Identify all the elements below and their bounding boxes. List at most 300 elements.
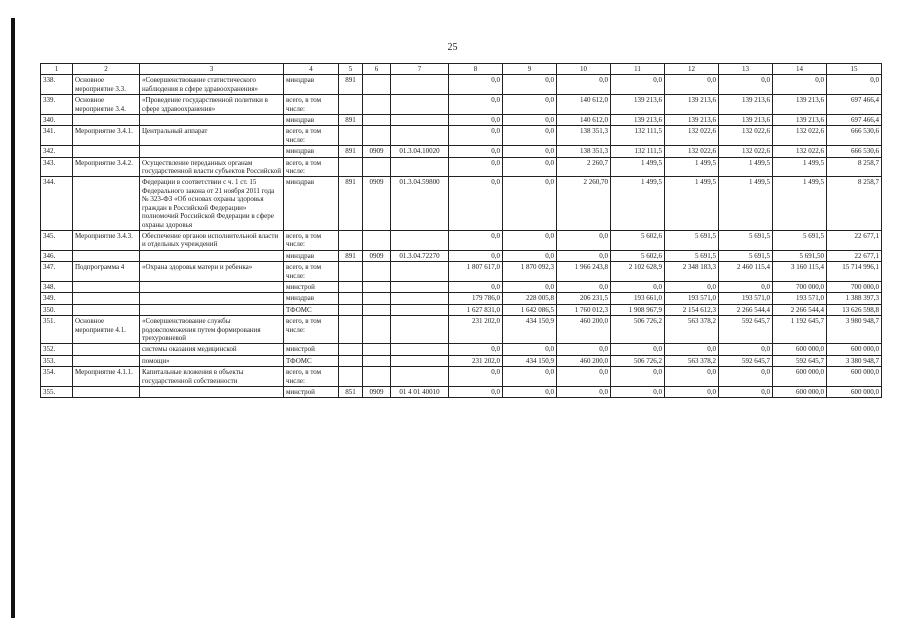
- table-row: [41, 177, 882, 230]
- amount-total: 22 677,1: [827, 230, 882, 250]
- grbs-code: [339, 316, 363, 344]
- amount-total: 3 380 948,7: [827, 355, 882, 366]
- row-number: 348.: [41, 281, 73, 292]
- left-margin-bar: [11, 18, 15, 618]
- table-row: [41, 157, 882, 177]
- grbs-code: [339, 157, 363, 177]
- amount-cell: 193 571,0: [719, 293, 773, 304]
- table-row: [41, 230, 882, 250]
- measure-description: [140, 146, 284, 157]
- amount-cell: 700 000,0: [773, 281, 827, 292]
- target-article-code: [391, 95, 449, 115]
- section-code: [363, 126, 391, 146]
- measure-description: Капитальные вложения в объекты государственной собственности: [140, 367, 284, 387]
- amount-cell: 0,0: [665, 344, 719, 355]
- measure-description: [140, 281, 284, 292]
- responsible: всего, в том числе:: [284, 262, 339, 282]
- amount-cell: 1 966 243,8: [557, 262, 611, 282]
- amount-cell: 1 499,5: [665, 157, 719, 177]
- amount-cell: 434 150,9: [503, 355, 557, 366]
- amount-cell: 0,0: [449, 126, 503, 146]
- amount-cell: 0,0: [557, 367, 611, 387]
- row-number: 340.: [41, 115, 73, 126]
- responsible: всего, в том числе:: [284, 95, 339, 115]
- target-article-code: 01 4 01 40010: [391, 387, 449, 398]
- amount-cell: 0,0: [449, 344, 503, 355]
- section-code: 0909: [363, 146, 391, 157]
- amount-cell: 434 150,9: [503, 316, 557, 344]
- grbs-code: [339, 281, 363, 292]
- target-article-code: 01.3.04.59800: [391, 177, 449, 230]
- table-row: [41, 75, 882, 95]
- row-number: 352.: [41, 344, 73, 355]
- target-article-code: [391, 355, 449, 366]
- amount-cell: 0,0: [557, 230, 611, 250]
- amount-cell: 0,0: [719, 281, 773, 292]
- amount-cell: 139 213,6: [773, 115, 827, 126]
- amount-cell: 5 691,5: [665, 250, 719, 261]
- amount-cell: 2 460 115,4: [719, 262, 773, 282]
- amount-total: 600 000,0: [827, 367, 882, 387]
- target-article-code: [391, 316, 449, 344]
- measure-name: [73, 387, 140, 398]
- measure-description: помощи»: [140, 355, 284, 366]
- measure-name: [73, 344, 140, 355]
- responsible: всего, в том числе:: [284, 157, 339, 177]
- amount-total: 600 000,0: [827, 387, 882, 398]
- amount-total: 1 388 397,3: [827, 293, 882, 304]
- column-header: 7: [391, 64, 449, 75]
- amount-cell: 139 213,6: [611, 95, 665, 115]
- column-header: 9: [503, 64, 557, 75]
- grbs-code: [339, 95, 363, 115]
- measure-name: [73, 146, 140, 157]
- amount-cell: 1 192 645,7: [773, 316, 827, 344]
- measure-name: [73, 250, 140, 261]
- column-header: 1: [41, 64, 73, 75]
- amount-cell: 1 499,5: [773, 157, 827, 177]
- measure-description: «Проведение государственной политики в сфере здравоохранения»: [140, 95, 284, 115]
- amount-cell: 138 351,3: [557, 146, 611, 157]
- target-article-code: 01.3.04.72270: [391, 250, 449, 261]
- amount-cell: 140 612,0: [557, 95, 611, 115]
- responsible: минстрой: [284, 344, 339, 355]
- column-header: 2: [73, 64, 140, 75]
- measure-name: [73, 355, 140, 366]
- amount-cell: 592 645,7: [773, 355, 827, 366]
- section-code: 0909: [363, 387, 391, 398]
- amount-total: 22 677,1: [827, 250, 882, 261]
- table-row: [41, 146, 882, 157]
- amount-cell: 592 645,7: [719, 316, 773, 344]
- measure-name: Мероприятие 3.4.2.: [73, 157, 140, 177]
- responsible: минздрав: [284, 146, 339, 157]
- section-code: [363, 157, 391, 177]
- amount-cell: 0,0: [665, 281, 719, 292]
- amount-cell: 228 005,8: [503, 293, 557, 304]
- amount-cell: 0,0: [449, 115, 503, 126]
- amount-cell: 0,0: [665, 367, 719, 387]
- amount-cell: 0,0: [503, 344, 557, 355]
- grbs-code: [339, 126, 363, 146]
- measure-description: [140, 304, 284, 315]
- responsible: всего, в том числе:: [284, 367, 339, 387]
- amount-cell: 139 213,6: [719, 95, 773, 115]
- section-code: 0909: [363, 250, 391, 261]
- amount-cell: 1 499,5: [665, 177, 719, 230]
- grbs-code: 891: [339, 177, 363, 230]
- amount-cell: 0,0: [557, 281, 611, 292]
- measure-description: системы оказания медицинской: [140, 344, 284, 355]
- grbs-code: [339, 262, 363, 282]
- section-code: [363, 95, 391, 115]
- table-row: [41, 126, 882, 146]
- section-code: [363, 115, 391, 126]
- amount-cell: 3 160 115,4: [773, 262, 827, 282]
- amount-cell: 0,0: [449, 250, 503, 261]
- table-row: [41, 95, 882, 115]
- amount-cell: 1 499,5: [611, 157, 665, 177]
- amount-cell: 0,0: [503, 387, 557, 398]
- amount-cell: 0,0: [503, 177, 557, 230]
- table-row: [41, 344, 882, 355]
- target-article-code: [391, 115, 449, 126]
- section-code: [363, 355, 391, 366]
- row-number: 343.: [41, 157, 73, 177]
- responsible: минздрав: [284, 293, 339, 304]
- row-number: 346.: [41, 250, 73, 261]
- column-header: 3: [140, 64, 284, 75]
- column-header: 12: [665, 64, 719, 75]
- section-code: [363, 304, 391, 315]
- amount-cell: 2 348 183,3: [665, 262, 719, 282]
- amount-cell: 0,0: [449, 177, 503, 230]
- amount-cell: 132 022,6: [665, 146, 719, 157]
- responsible: минздрав: [284, 250, 339, 261]
- amount-total: 8 258,7: [827, 177, 882, 230]
- responsible: минстрой: [284, 281, 339, 292]
- amount-cell: 1 499,5: [719, 157, 773, 177]
- column-header: 4: [284, 64, 339, 75]
- measure-name: Основное мероприятие 4.1.: [73, 316, 140, 344]
- amount-cell: 0,0: [557, 75, 611, 95]
- target-article-code: [391, 367, 449, 387]
- amount-cell: 0,0: [503, 157, 557, 177]
- amount-cell: 0,0: [665, 75, 719, 95]
- section-code: [363, 344, 391, 355]
- column-header: 11: [611, 64, 665, 75]
- amount-cell: 140 612,0: [557, 115, 611, 126]
- amount-cell: 2 260,70: [557, 177, 611, 230]
- amount-cell: 1 908 967,9: [611, 304, 665, 315]
- amount-cell: 0,0: [449, 230, 503, 250]
- amount-cell: 0,0: [611, 344, 665, 355]
- responsible: всего, в том числе:: [284, 230, 339, 250]
- target-article-code: 01.3.04.10020: [391, 146, 449, 157]
- table-row: [41, 293, 882, 304]
- amount-cell: 0,0: [557, 387, 611, 398]
- column-header: 8: [449, 64, 503, 75]
- section-code: [363, 293, 391, 304]
- amount-total: 697 466,4: [827, 115, 882, 126]
- amount-total: 700 000,0: [827, 281, 882, 292]
- row-number: 351.: [41, 316, 73, 344]
- amount-cell: 179 786,0: [449, 293, 503, 304]
- section-code: [363, 367, 391, 387]
- responsible: ТФОМС: [284, 304, 339, 315]
- responsible: всего, в том числе:: [284, 126, 339, 146]
- amount-total: 666 530,6: [827, 146, 882, 157]
- amount-cell: 506 726,2: [611, 355, 665, 366]
- amount-cell: 0,0: [449, 95, 503, 115]
- amount-cell: 2 102 628,9: [611, 262, 665, 282]
- row-number: 338.: [41, 75, 73, 95]
- amount-cell: 193 571,0: [773, 293, 827, 304]
- amount-cell: 132 022,6: [719, 146, 773, 157]
- row-number: 355.: [41, 387, 73, 398]
- amount-cell: 0,0: [449, 281, 503, 292]
- amount-cell: 193 661,0: [611, 293, 665, 304]
- target-article-code: [391, 293, 449, 304]
- amount-cell: 1 627 831,0: [449, 304, 503, 315]
- amount-cell: 600 000,0: [773, 387, 827, 398]
- amount-cell: 0,0: [449, 75, 503, 95]
- amount-cell: 0,0: [719, 75, 773, 95]
- amount-cell: 0,0: [449, 146, 503, 157]
- measure-name: [73, 281, 140, 292]
- grbs-code: [339, 293, 363, 304]
- table-row: [41, 387, 882, 398]
- grbs-code: 891: [339, 146, 363, 157]
- measure-description: «Охрана здоровья матери и ребенка»: [140, 262, 284, 282]
- measure-name: [73, 304, 140, 315]
- responsible: минздрав: [284, 115, 339, 126]
- row-number: 354.: [41, 367, 73, 387]
- measure-name: Основное мероприятие 3.4.: [73, 95, 140, 115]
- section-code: [363, 316, 391, 344]
- target-article-code: [391, 157, 449, 177]
- amount-cell: 0,0: [449, 367, 503, 387]
- responsible: всего, в том числе:: [284, 316, 339, 344]
- grbs-code: 891: [339, 250, 363, 261]
- amount-total: 666 530,6: [827, 126, 882, 146]
- amount-cell: 0,0: [503, 281, 557, 292]
- amount-total: 15 714 996,1: [827, 262, 882, 282]
- amount-cell: 0,0: [611, 75, 665, 95]
- amount-cell: 206 231,5: [557, 293, 611, 304]
- section-code: [363, 262, 391, 282]
- measure-name: [73, 115, 140, 126]
- column-header: 5: [339, 64, 363, 75]
- target-article-code: [391, 304, 449, 315]
- column-number-row: [41, 64, 882, 75]
- amount-cell: 132 022,6: [665, 126, 719, 146]
- grbs-code: [339, 367, 363, 387]
- measure-name: [73, 177, 140, 230]
- amount-cell: 0,0: [611, 367, 665, 387]
- amount-cell: 506 726,2: [611, 316, 665, 344]
- amount-cell: 460 200,0: [557, 316, 611, 344]
- amount-cell: 563 378,2: [665, 316, 719, 344]
- grbs-code: 891: [339, 115, 363, 126]
- measure-description: «Совершенствование статистического наблюдения в сфере здравоохранения»: [140, 75, 284, 95]
- amount-cell: 139 213,6: [611, 115, 665, 126]
- amount-cell: 5 691,50: [773, 250, 827, 261]
- section-code: [363, 230, 391, 250]
- row-number: 350.: [41, 304, 73, 315]
- amount-cell: 600 000,0: [773, 344, 827, 355]
- amount-cell: 0,0: [665, 387, 719, 398]
- responsible: ТФОМС: [284, 355, 339, 366]
- amount-cell: 1 760 012,3: [557, 304, 611, 315]
- row-number: 339.: [41, 95, 73, 115]
- amount-cell: 139 213,6: [665, 95, 719, 115]
- amount-cell: 139 213,6: [665, 115, 719, 126]
- target-article-code: [391, 262, 449, 282]
- measure-description: [140, 387, 284, 398]
- table-row: [41, 316, 882, 344]
- amount-cell: 0,0: [503, 230, 557, 250]
- column-header: 15: [827, 64, 882, 75]
- column-header: 6: [363, 64, 391, 75]
- amount-cell: 0,0: [503, 115, 557, 126]
- measure-description: [140, 293, 284, 304]
- measure-name: Основное мероприятие 3.3.: [73, 75, 140, 95]
- amount-cell: 231 202,0: [449, 316, 503, 344]
- amount-cell: 2 266 544,4: [719, 304, 773, 315]
- grbs-code: [339, 304, 363, 315]
- responsible: минстрой: [284, 387, 339, 398]
- amount-cell: 132 111,5: [611, 126, 665, 146]
- amount-cell: 0,0: [773, 75, 827, 95]
- amount-total: 13 626 598,8: [827, 304, 882, 315]
- table-row: [41, 262, 882, 282]
- row-number: 349.: [41, 293, 73, 304]
- section-code: [363, 75, 391, 95]
- column-header: 13: [719, 64, 773, 75]
- responsible: минздрав: [284, 177, 339, 230]
- amount-cell: 5 691,5: [773, 230, 827, 250]
- amount-cell: 132 022,6: [773, 126, 827, 146]
- row-number: 347.: [41, 262, 73, 282]
- amount-cell: 5 691,5: [719, 250, 773, 261]
- amount-cell: 600 000,0: [773, 367, 827, 387]
- measure-name: Подпрограмма 4: [73, 262, 140, 282]
- amount-cell: 1 642 086,5: [503, 304, 557, 315]
- amount-cell: 0,0: [503, 95, 557, 115]
- grbs-code: [339, 230, 363, 250]
- amount-cell: 138 351,3: [557, 126, 611, 146]
- row-number: 344.: [41, 177, 73, 230]
- section-code: [363, 281, 391, 292]
- amount-cell: 2 154 612,3: [665, 304, 719, 315]
- amount-cell: 0,0: [557, 250, 611, 261]
- amount-cell: 5 691,5: [719, 230, 773, 250]
- amount-cell: 139 213,6: [719, 115, 773, 126]
- table-row: [41, 304, 882, 315]
- section-code: 0909: [363, 177, 391, 230]
- amount-total: 600 000,0: [827, 344, 882, 355]
- amount-total: 3 980 948,7: [827, 316, 882, 344]
- table-row: [41, 367, 882, 387]
- amount-cell: 0,0: [719, 344, 773, 355]
- amount-cell: 2 260,7: [557, 157, 611, 177]
- amount-cell: 0,0: [503, 146, 557, 157]
- amount-cell: 1 807 617,0: [449, 262, 503, 282]
- measure-description: Обеспечение органов исполнительной власти и отдельных учреждений: [140, 230, 284, 250]
- target-article-code: [391, 230, 449, 250]
- measure-description: «Совершенствование службы родовспоможения путем формирования трехуровневой: [140, 316, 284, 344]
- column-header: 14: [773, 64, 827, 75]
- grbs-code: [339, 344, 363, 355]
- table-row: [41, 355, 882, 366]
- amount-cell: 5 691,5: [665, 230, 719, 250]
- amount-total: 697 466,4: [827, 95, 882, 115]
- amount-cell: 0,0: [503, 250, 557, 261]
- target-article-code: [391, 75, 449, 95]
- amount-cell: 231 202,0: [449, 355, 503, 366]
- measure-name: Мероприятие 4.1.1.: [73, 367, 140, 387]
- amount-cell: 132 111,5: [611, 146, 665, 157]
- amount-cell: 0,0: [503, 75, 557, 95]
- amount-cell: 0,0: [719, 367, 773, 387]
- page-number: 25: [447, 42, 458, 53]
- amount-cell: 132 022,6: [719, 126, 773, 146]
- column-header: 10: [557, 64, 611, 75]
- table-row: [41, 281, 882, 292]
- table-row: [41, 250, 882, 261]
- amount-cell: 5 602,6: [611, 230, 665, 250]
- amount-cell: 1 499,5: [719, 177, 773, 230]
- amount-cell: 132 022,6: [773, 146, 827, 157]
- amount-cell: 0,0: [503, 367, 557, 387]
- row-number: 341.: [41, 126, 73, 146]
- amount-cell: 0,0: [611, 387, 665, 398]
- amount-cell: 460 200,0: [557, 355, 611, 366]
- amount-cell: 5 602,6: [611, 250, 665, 261]
- measure-description: Федерации в соответствии с ч. 1 ст. 15 Федерального закона от 21 ноября 2011 года № 323-ФЗ «Об основах охраны здоровья граждан в Российской Федерации» полномочий Российской Федерации в сфере охраны здоровья: [140, 177, 284, 230]
- amount-cell: 563 378,2: [665, 355, 719, 366]
- row-number: 345.: [41, 230, 73, 250]
- amount-cell: 1 499,5: [773, 177, 827, 230]
- grbs-code: 891: [339, 75, 363, 95]
- amount-cell: 139 213,6: [773, 95, 827, 115]
- amount-cell: 0,0: [557, 344, 611, 355]
- measure-description: [140, 250, 284, 261]
- amount-total: 0,0: [827, 75, 882, 95]
- row-number: 353.: [41, 355, 73, 366]
- measure-name: Мероприятие 3.4.3.: [73, 230, 140, 250]
- measure-description: [140, 115, 284, 126]
- amount-cell: 2 266 544,4: [773, 304, 827, 315]
- grbs-code: [339, 355, 363, 366]
- amount-cell: 1 870 092,3: [503, 262, 557, 282]
- measure-description: Центральный аппарат: [140, 126, 284, 146]
- target-article-code: [391, 281, 449, 292]
- amount-cell: 592 645,7: [719, 355, 773, 366]
- amount-cell: 193 571,0: [665, 293, 719, 304]
- target-article-code: [391, 344, 449, 355]
- amount-cell: 0,0: [449, 387, 503, 398]
- table-row: [41, 115, 882, 126]
- amount-cell: 0,0: [449, 157, 503, 177]
- budget-table: [40, 63, 882, 398]
- row-number: 342.: [41, 146, 73, 157]
- target-article-code: [391, 126, 449, 146]
- grbs-code: 851: [339, 387, 363, 398]
- amount-total: 8 258,7: [827, 157, 882, 177]
- amount-cell: 0,0: [611, 281, 665, 292]
